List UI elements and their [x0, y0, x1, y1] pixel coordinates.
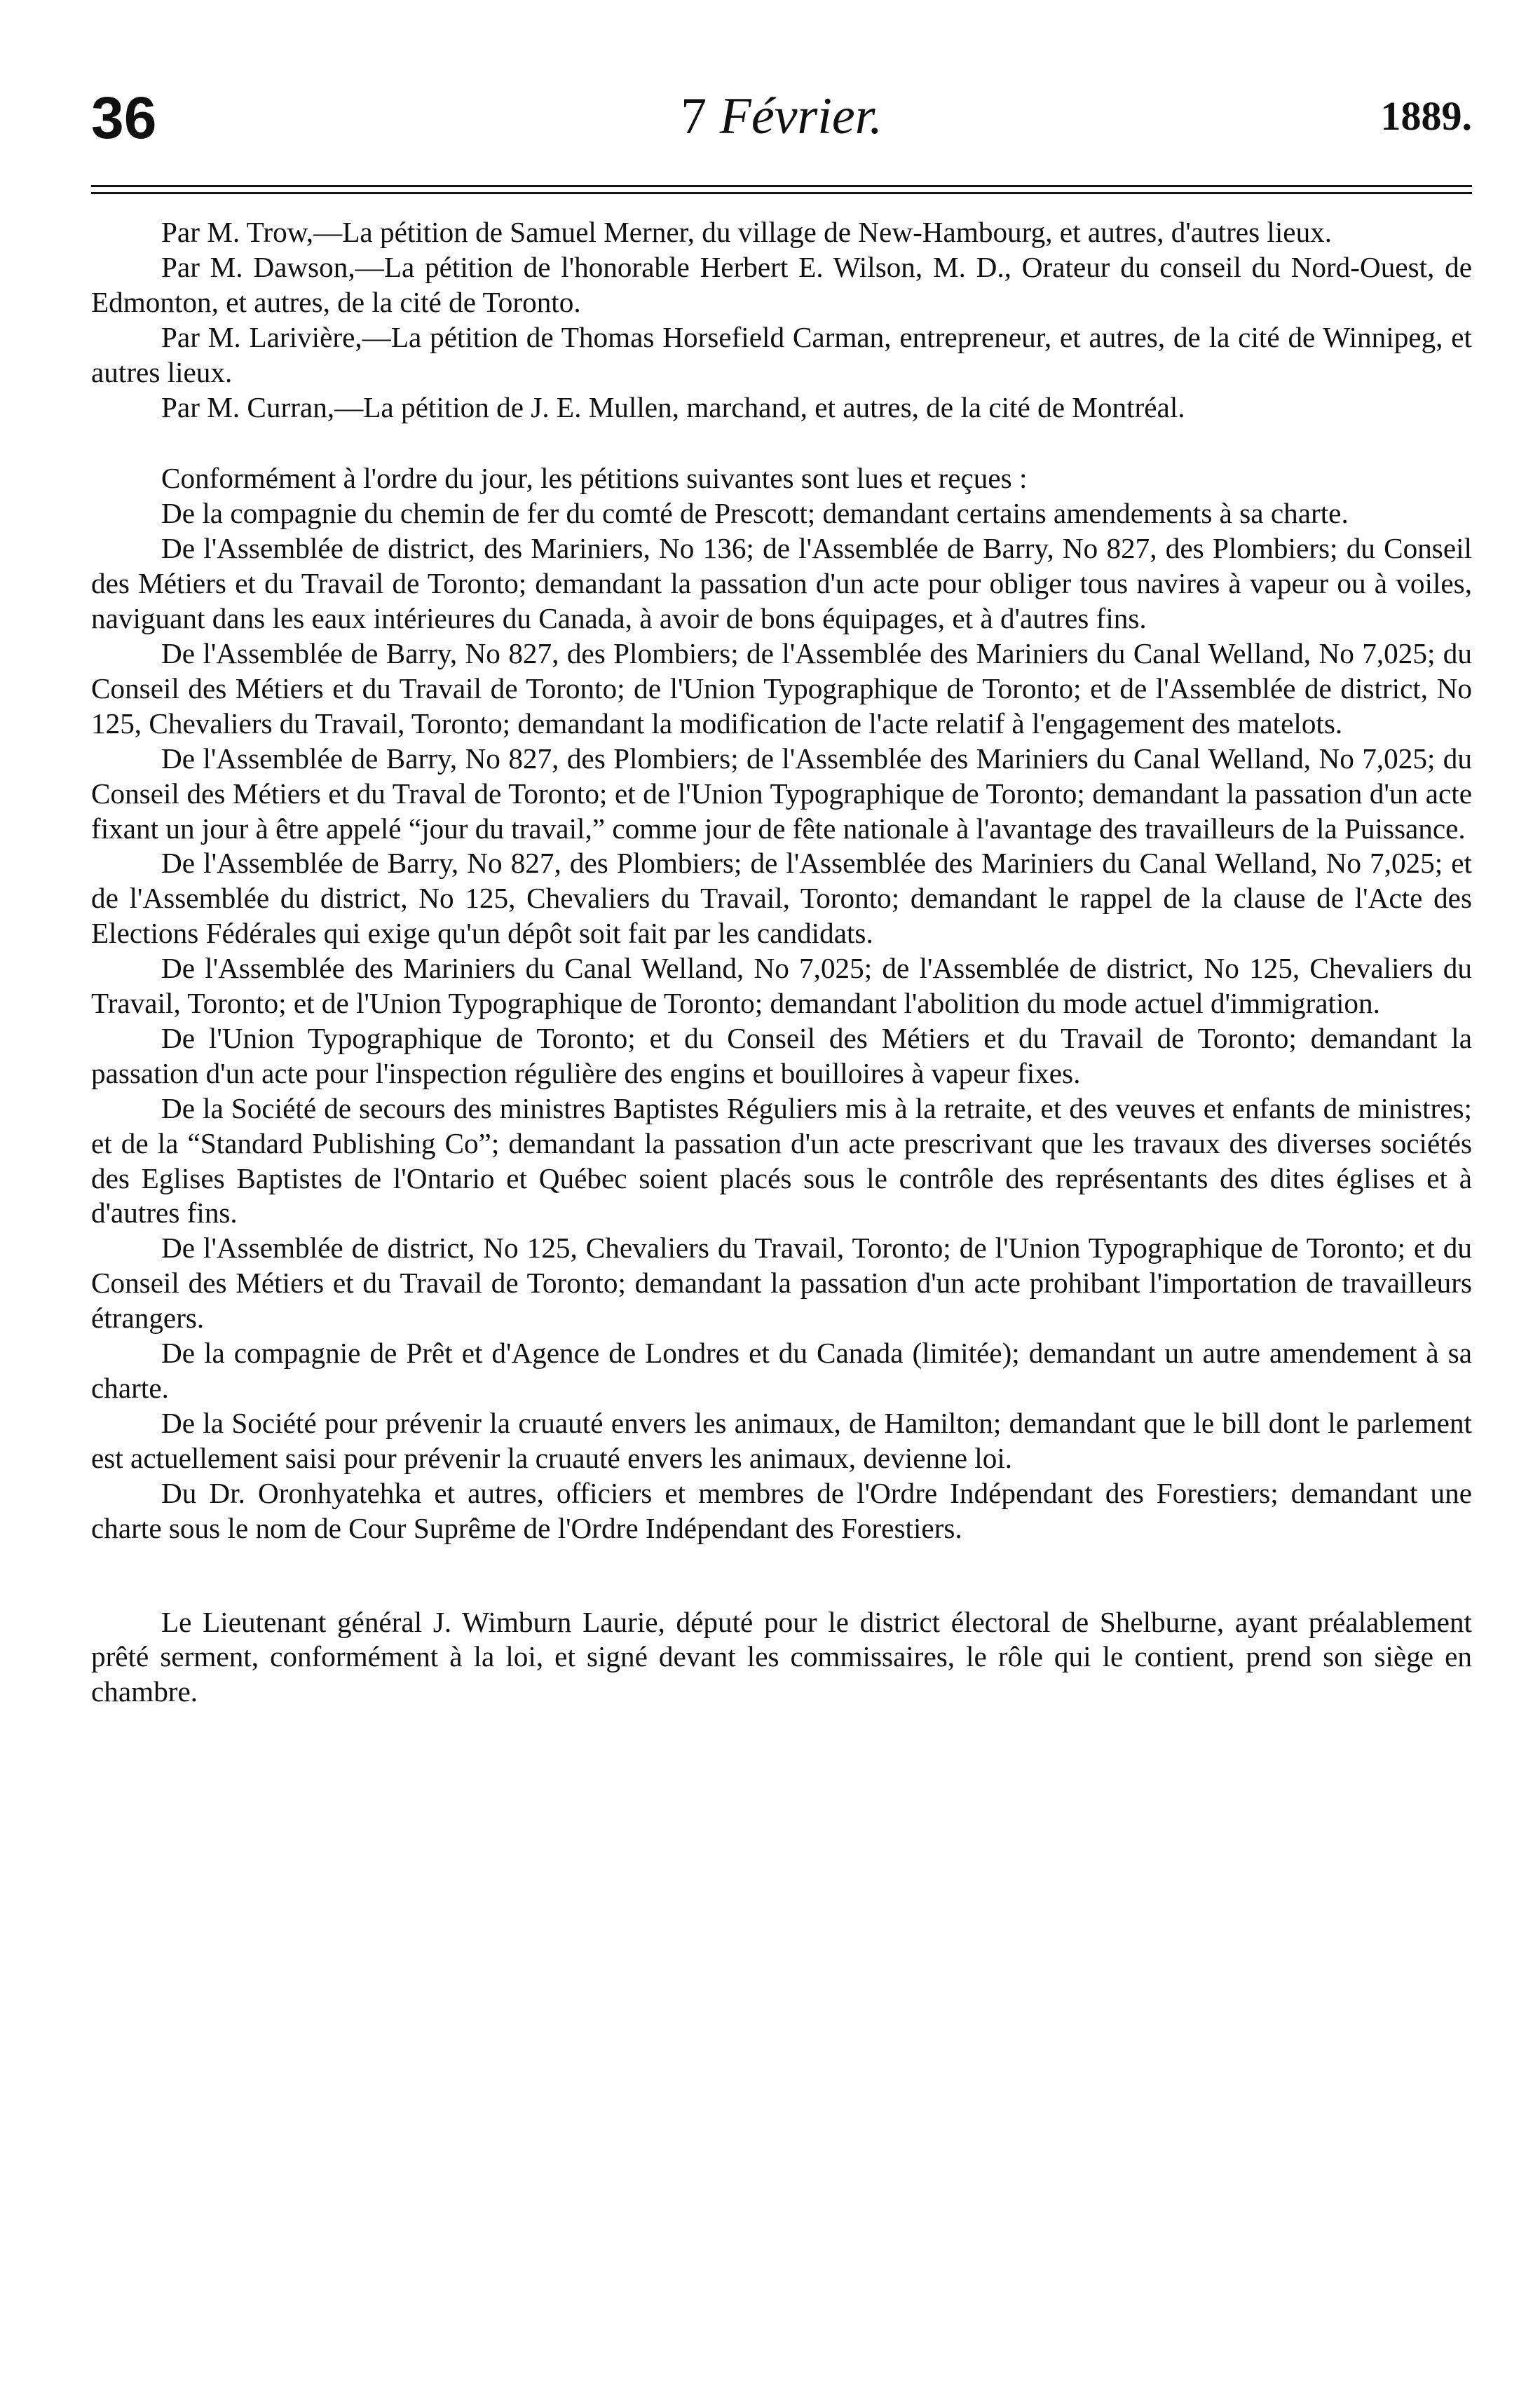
presented-petition-lariviere: Par M. Larivière,—La pétition de Thomas Horsefield Carman, entrepreneur, et autres, de la cité de Winnipeg, et autres lieux. [91, 320, 1472, 388]
received-petition-baptist-churches: De la Société de secours des ministres Baptistes Réguliers mis à la retraite, et des veuves et enfants de ministres; et de la “Standard Publishing Co”; demandant la passation d'un acte prescrivant que les travaux des diverses sociétés des Eglises Baptistes de l'Ontario et Québec soient placés sous le contrôle des représentants des dites églises et à d'autres fins. [91, 1091, 1472, 1229]
received-petition-boiler-inspection: De l'Union Typographique de Toronto; et du Conseil des Métiers et du Travail de Toronto; demandant la passation d'un acte pour l'inspection régulière des engins et bouilloires à vapeur fixes. [91, 1021, 1472, 1089]
header-date [91, 87, 1472, 147]
header-date-day: 7 [681, 88, 707, 145]
header-date-month: Février. [719, 88, 883, 145]
page-header [91, 84, 1472, 161]
header-double-rule [91, 185, 1472, 194]
page-body [91, 215, 1472, 1710]
received-intro: Conformément à l'ordre du jour, les pétitions suivantes sont lues et reçues : [161, 462, 1028, 495]
header-year: 1889. [1380, 93, 1472, 139]
presented-petition-trow: Par M. Trow,—La pétition de Samuel Merner, du village de New-Hambourg, et autres, d'autres lieux. [161, 216, 1333, 248]
received-petition-foreign-labour: De l'Assemblée de district, No 125, Chevaliers du Travail, Toronto; de l'Union Typographique de Toronto; et du Conseil des Métiers et du Travail de Toronto; demandant la passation d'un acte prohibant l'importation de travailleurs étrangers. [91, 1232, 1472, 1335]
header-rule-top [91, 185, 1472, 187]
page-number: 36 [91, 85, 157, 151]
received-petition-immigration: De l'Assemblée des Mariniers du Canal Welland, No 7,025; de l'Assemblée de district, No 125, Chevaliers du Travail, Toronto; et de l'Union Typographique de Toronto; demandant l'abolition du mode actuel d'immigration. [91, 952, 1472, 1020]
received-petition-foresters: Du Dr. Oronhyatehka et autres, officiers et membres de l'Ordre Indépendant des Forestiers; demandant une charte sous le nom de Cour Suprême de l'Ordre Indépendant des Forestiers. [91, 1476, 1472, 1544]
header-rule-bottom [91, 192, 1472, 194]
received-petition-labour-day: De l'Assemblée de Barry, No 827, des Plombiers; de l'Assemblée des Mariniers du Canal Welland, No 7,025; du Conseil des Métiers et du Traval de Toronto; et de l'Union Typographique de Toronto; demandant la passation d'un acte fixant un jour à être appelé “jour du travail,” comme jour de fête nationale à l'avantage des travailleurs de la Puissance. [91, 742, 1472, 845]
presented-petition-dawson: Par M. Dawson,—La pétition de l'honorable Herbert E. Wilson, M. D., Orateur du conseil du Nord-Ouest, de Edmonton, et autres, de la cité de Toronto. [91, 250, 1472, 318]
journal-page [91, 84, 1472, 1710]
section-gap [91, 425, 1472, 461]
received-petition-prescott-railway: De la compagnie du chemin de fer du comté de Prescott; demandant certains amendements à sa charte. [161, 497, 1349, 530]
presented-petition-curran: Par M. Curran,—La pétition de J. E. Mullen, marchand, et autres, de la cité de Montréal. [161, 390, 1185, 423]
section-gap-large [91, 1546, 1472, 1605]
received-petition-animal-cruelty: De la Société pour prévenir la cruauté envers les animaux, de Hamilton; demandant que le bill dont le parlement est actuellement saisi pour prévenir la cruauté envers les animaux, devienne loi. [91, 1406, 1472, 1474]
received-petition-election-deposit: De l'Assemblée de Barry, No 827, des Plombiers; de l'Assemblée des Mariniers du Canal Welland, No 7,025; et de l'Assemblée du district, No 125, Chevaliers du Travail, Toronto; demandant le rappel de la clause de l'Acte des Elections Fédérales qui exige qu'un dépôt soit fait par les candidats. [91, 847, 1472, 950]
received-petition-london-canada-loan: De la compagnie de Prêt et d'Agence de Londres et du Canada (limitée); demandant un autre amendement à sa charte. [91, 1337, 1472, 1404]
received-petition-ship-crews: De l'Assemblée de district, des Mariniers, No 136; de l'Assemblée de Barry, No 827, des Plombiers; du Conseil des Métiers et du Travail de Toronto; demandant la passation d'un acte pour obliger tous navires à vapeur ou à voiles, naviguant dans les eaux intérieures du Canada, à avoir de bons équipages, et à d'autres fins. [91, 532, 1472, 635]
received-petition-seamen-engagement: De l'Assemblée de Barry, No 827, des Plombiers; de l'Assemblée des Mariniers du Canal Welland, No 7,025; du Conseil des Métiers et du Travail de Toronto; de l'Union Typographique de Toronto; et de l'Assemblée de district, No 125, Chevaliers du Travail, Toronto; demandant la modification de l'acte relatif à l'engagement des matelots. [91, 636, 1472, 740]
closing-paragraph-laurie: Le Lieutenant général J. Wimburn Laurie, député pour le district électoral de Shelburne, ayant préalablement prêté serment, conformément à la loi, et signé devant les commissaires, le rôle qui le contient, prend son siège en chambre. [91, 1605, 1472, 1708]
